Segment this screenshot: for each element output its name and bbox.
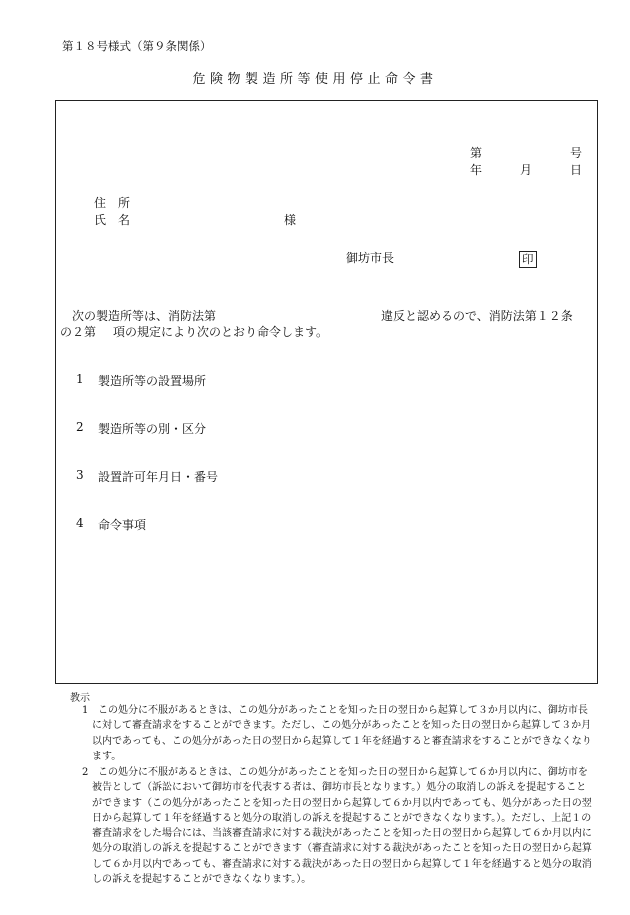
item-3-number: 3 bbox=[76, 468, 84, 482]
name-label: 氏 名 bbox=[94, 213, 131, 227]
note-1-number: 1 bbox=[82, 705, 89, 716]
form-number: 第１８号様式（第９条関係） bbox=[62, 39, 212, 53]
date-month: 月 bbox=[520, 163, 533, 177]
date-day: 日 bbox=[570, 163, 583, 177]
body-line2-part2: 項の規定により次のとおり命令します。 bbox=[113, 325, 329, 339]
issuer-title: 御坊市長 bbox=[346, 251, 395, 265]
note-2-number: 2 bbox=[82, 767, 89, 778]
item-3-label: 設置許可年月日・番号 bbox=[98, 470, 219, 484]
seal-mark bbox=[519, 248, 537, 268]
note-1-line-4: ます。 bbox=[92, 750, 122, 762]
honorific: 様 bbox=[284, 213, 297, 227]
number-suffix: 号 bbox=[570, 146, 583, 160]
item-4-number: 4 bbox=[76, 516, 84, 530]
note-2-line-8: しの訴えを提起することができなくなります。）。 bbox=[92, 874, 312, 886]
number-prefix: 第 bbox=[470, 146, 483, 160]
date-year: 年 bbox=[470, 163, 483, 177]
item-1-number: 1 bbox=[76, 372, 84, 386]
form-frame bbox=[55, 100, 598, 684]
note-2 bbox=[82, 765, 602, 887]
note-2-line-1: この処分に不服があるときは、この処分があったことを知った日の翌日から起算して６か月以内に、御坊市を bbox=[98, 767, 588, 778]
note-2-line-4: 日から起算して１年を経過すると処分の取消しの訴えを提起することができなくなります。）。ただし、上記１の bbox=[92, 812, 592, 824]
note-2-line-6: 処分の取消しの訴えを提起することができます（審査請求に対する裁決があったことを知った日の翌日から起算 bbox=[92, 843, 592, 855]
item-1-label: 製造所等の設置場所 bbox=[98, 374, 207, 388]
body-line1-part1: 次の製造所等は、消防法第 bbox=[72, 309, 217, 323]
note-1-line-3: 以内であっても、この処分があった日の翌日から起算して１年を経過すると審査請求をすることができなくなり bbox=[92, 735, 592, 747]
note-2-line-5: 審査請求をした場合には、当該審査請求に対する裁決があったことを知った日の翌日から起算して６か月以内に bbox=[92, 828, 592, 840]
document-title: 危険物製造所等使用停止命令書 bbox=[192, 72, 438, 87]
note-2-line-7: して６か月以内であっても、審査請求に対する裁決があった日の翌日から起算して１年を経過すると処分の取消 bbox=[92, 858, 592, 870]
body-line1-part2: 違反と認めるので、消防法第１２条 bbox=[381, 309, 573, 323]
note-1 bbox=[82, 703, 602, 764]
address-label: 住 所 bbox=[94, 196, 131, 210]
seal-text: 印 bbox=[519, 251, 537, 268]
item-2-number: 2 bbox=[76, 420, 84, 434]
note-1-line-1: この処分に不服があるときは、この処分があったことを知った日の翌日から起算して３か月以内に、御坊市長 bbox=[98, 705, 588, 716]
item-2-label: 製造所等の別・区分 bbox=[98, 422, 207, 436]
body-line2-part1: の２第 bbox=[60, 325, 97, 339]
note-2-line-2: 被告として（訴訟において御坊市を代表する者は、御坊市長となります。）処分の取消しの訴えを提起すること bbox=[92, 782, 587, 794]
notes-label: 教示 bbox=[70, 693, 90, 704]
note-1-line-2: に対して審査請求をすることができます。ただし、この処分があったことを知った日の翌日から起算して３か月 bbox=[92, 720, 592, 732]
note-2-line-3: ができます（この処分があったことを知った日の翌日から起算して６か月以内であっても、処分があった日の翌 bbox=[92, 797, 592, 809]
item-4-label: 命令事項 bbox=[98, 518, 147, 532]
